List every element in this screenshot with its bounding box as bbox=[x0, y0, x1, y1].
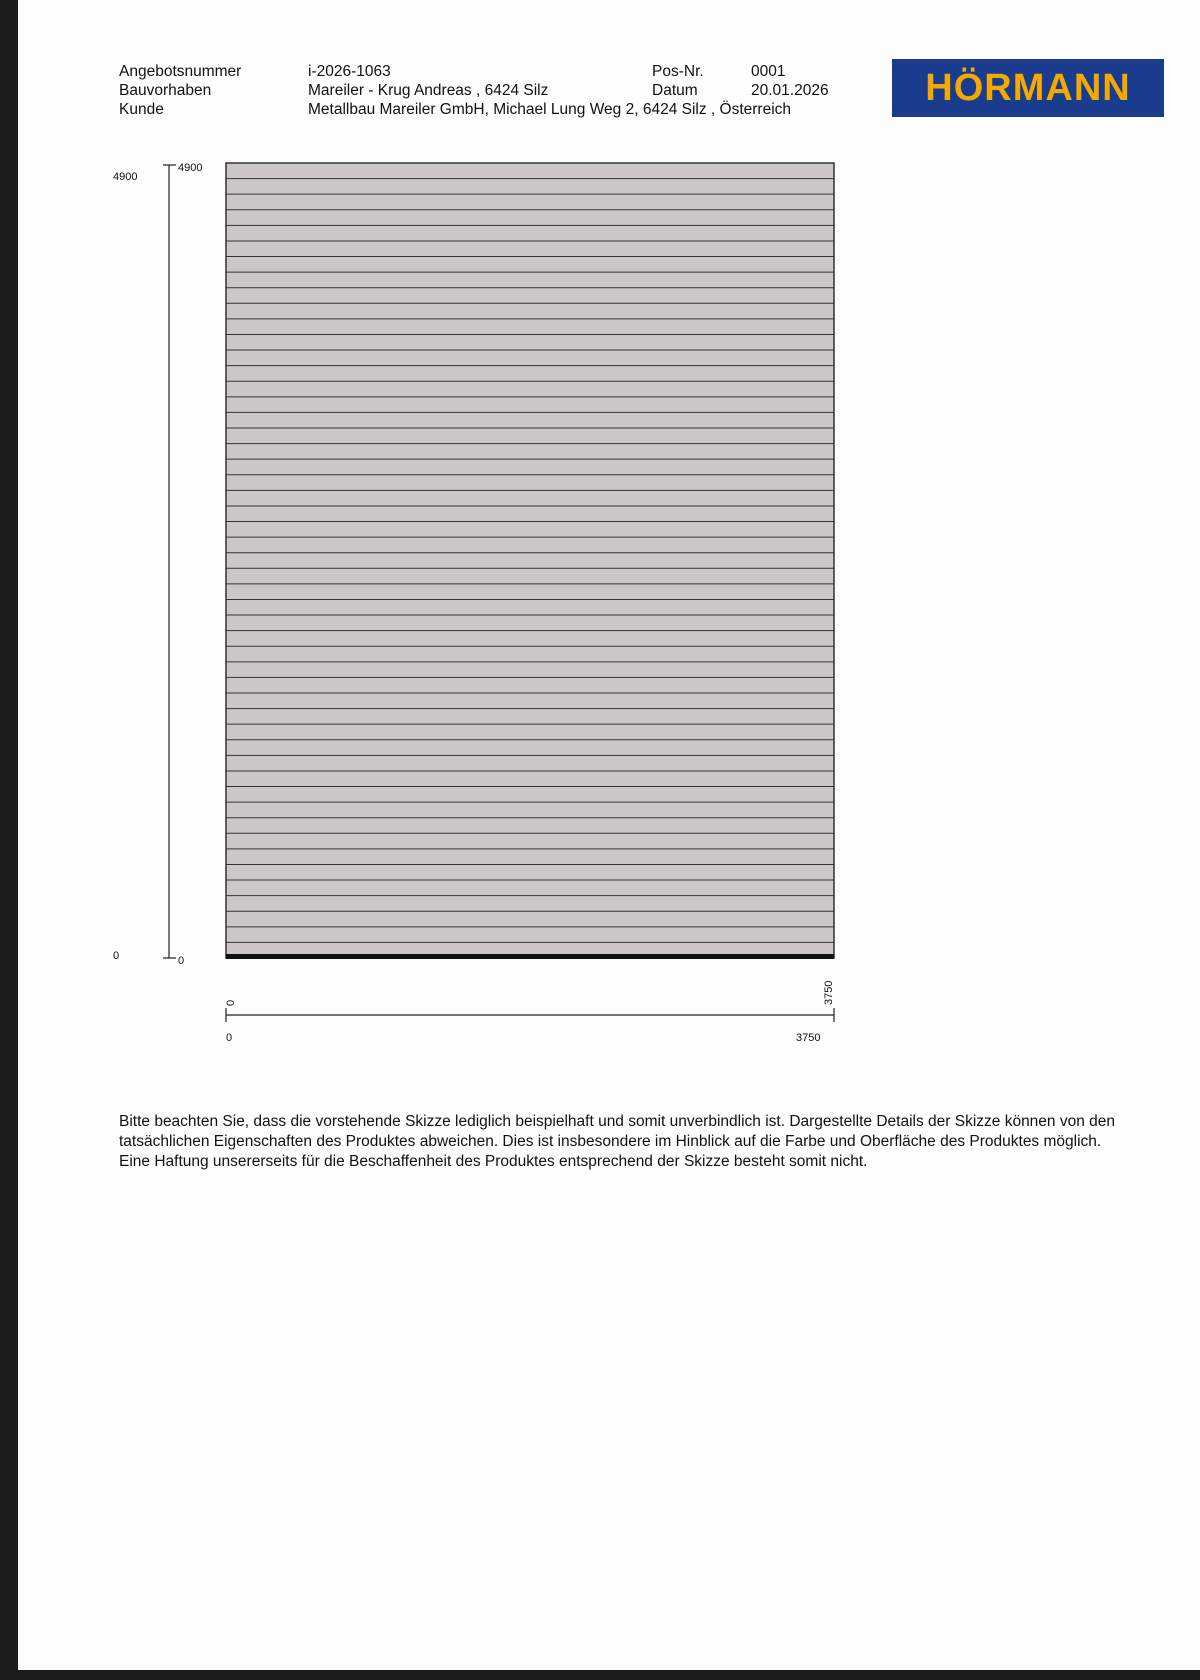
value-bauvorhaben: Mareiler - Krug Andreas , 6424 Silz bbox=[308, 82, 549, 99]
width-tick-label-left: 0 bbox=[225, 999, 237, 1006]
width-label-min: 0 bbox=[226, 1032, 233, 1044]
door-bottom-seal bbox=[226, 954, 834, 959]
value-pos-nr: 0001 bbox=[751, 63, 786, 80]
height-tick-label-top: 4900 bbox=[178, 162, 203, 174]
label-datum: Datum bbox=[652, 82, 698, 99]
value-datum: 20.01.2026 bbox=[751, 82, 829, 99]
width-tick-label-right: 3750 bbox=[823, 980, 835, 1005]
width-label-max: 3750 bbox=[796, 1032, 821, 1044]
value-kunde: Metallbau Mareiler GmbH, Michael Lung Weg 2, 6424 Silz , Österreich bbox=[308, 101, 792, 118]
label-angebotsnummer: Angebotsnummer bbox=[119, 63, 242, 80]
door-sketch bbox=[18, 0, 1200, 1080]
door-panel bbox=[226, 163, 834, 958]
value-angebotsnummer: i-2026-1063 bbox=[308, 63, 391, 80]
label-pos-nr: Pos-Nr. bbox=[652, 63, 704, 80]
hoermann-logo: HÖRMANN bbox=[892, 59, 1164, 117]
disclaimer-text: Bitte beachten Sie, dass die vorstehende Skizze lediglich beispielhaft und somit unverbindlich ist. Dargestellte Details der Skizze können von den tatsächlichen Eigenschaften des Produktes abweichen. Dies ist insbesondere im Hinblick auf die Farbe und Oberfläche des Produktes möglich. Eine Haftung unsererseits für die Beschaffenheit des Produktes entsprechend der Skizze besteht somit nicht. bbox=[119, 1113, 1116, 1170]
height-tick-label-bottom: 0 bbox=[178, 955, 185, 967]
height-label-min: 0 bbox=[113, 950, 120, 962]
label-bauvorhaben: Bauvorhaben bbox=[119, 82, 212, 99]
document-page bbox=[18, 0, 1200, 1670]
label-kunde: Kunde bbox=[119, 101, 164, 118]
height-label-max: 4900 bbox=[113, 171, 138, 183]
